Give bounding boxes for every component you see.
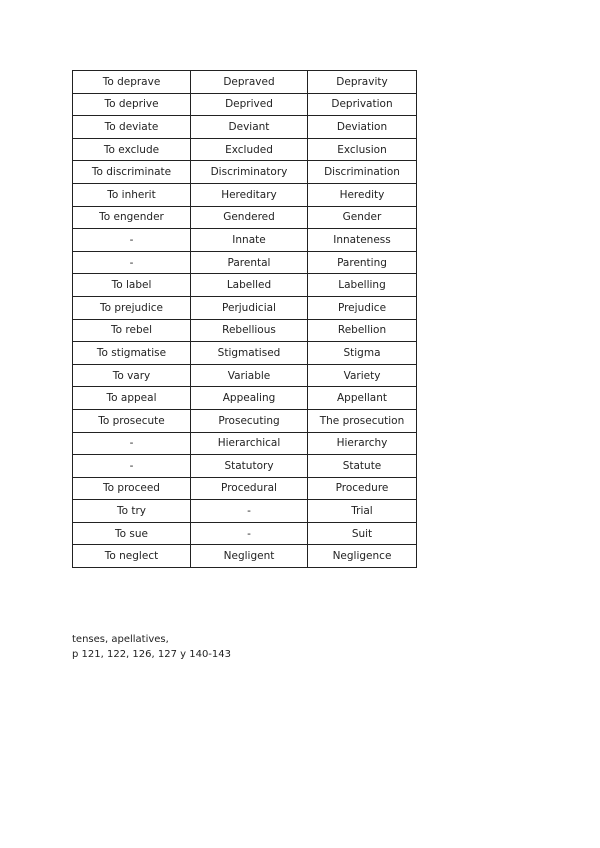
table-row: [73, 296, 417, 319]
verb-cell: To neglect: [73, 545, 191, 568]
verb-cell: To try: [73, 500, 191, 523]
adjective-cell: Appealing: [191, 387, 308, 410]
table-row: [73, 342, 417, 365]
adjective-cell: Depraved: [191, 71, 308, 94]
adjective-cell: Stigmatised: [191, 342, 308, 365]
verb-cell: To prosecute: [73, 409, 191, 432]
adjective-cell: Prosecuting: [191, 409, 308, 432]
adjective-cell: Excluded: [191, 138, 308, 161]
noun-cell: Suit: [308, 522, 417, 545]
adjective-cell: Labelled: [191, 274, 308, 297]
noun-cell: Prejudice: [308, 296, 417, 319]
noun-cell: Stigma: [308, 342, 417, 365]
noun-cell: Deprivation: [308, 93, 417, 116]
table-row: [73, 138, 417, 161]
table-row: [73, 116, 417, 139]
noun-cell: Innateness: [308, 229, 417, 252]
noun-cell: Labelling: [308, 274, 417, 297]
table-row: [73, 545, 417, 568]
adjective-cell: Variable: [191, 364, 308, 387]
table-row: [73, 522, 417, 545]
adjective-cell: Procedural: [191, 477, 308, 500]
verb-cell: To engender: [73, 206, 191, 229]
verb-cell: To appeal: [73, 387, 191, 410]
adjective-cell: Deprived: [191, 93, 308, 116]
word-forms-table: [72, 70, 417, 568]
table-row: [73, 432, 417, 455]
verb-cell: To label: [73, 274, 191, 297]
noun-cell: Variety: [308, 364, 417, 387]
noun-cell: Appellant: [308, 387, 417, 410]
adjective-cell: Deviant: [191, 116, 308, 139]
verb-cell: To inherit: [73, 183, 191, 206]
table-row: [73, 161, 417, 184]
noun-cell: Rebellion: [308, 319, 417, 342]
notes-line-2: p 121, 122, 126, 127 y 140-143: [72, 649, 232, 660]
table-row: [73, 409, 417, 432]
table-row: [73, 229, 417, 252]
adjective-cell: Hierarchical: [191, 432, 308, 455]
verb-cell: To discriminate: [73, 161, 191, 184]
adjective-cell: Innate: [191, 229, 308, 252]
table-row: [73, 500, 417, 523]
table-row: [73, 387, 417, 410]
noun-cell: Depravity: [308, 71, 417, 94]
table-row: [73, 364, 417, 387]
verb-cell: -: [73, 455, 191, 478]
verb-cell: To sue: [73, 522, 191, 545]
adjective-cell: Negligent: [191, 545, 308, 568]
notes: [72, 632, 231, 662]
adjective-cell: Discriminatory: [191, 161, 308, 184]
table-row: [73, 319, 417, 342]
table-row: [73, 183, 417, 206]
noun-cell: Gender: [308, 206, 417, 229]
verb-cell: -: [73, 251, 191, 274]
noun-cell: Heredity: [308, 183, 417, 206]
adjective-cell: Rebellious: [191, 319, 308, 342]
noun-cell: Discrimination: [308, 161, 417, 184]
verb-cell: To deprive: [73, 93, 191, 116]
adjective-cell: Parental: [191, 251, 308, 274]
notes-line-1: tenses, apellatives,: [72, 634, 169, 645]
noun-cell: The prosecution: [308, 409, 417, 432]
adjective-cell: -: [191, 522, 308, 545]
table-row: [73, 274, 417, 297]
verb-cell: -: [73, 432, 191, 455]
word-forms-table-body: [73, 71, 417, 568]
verb-cell: To prejudice: [73, 296, 191, 319]
verb-cell: To proceed: [73, 477, 191, 500]
adjective-cell: Hereditary: [191, 183, 308, 206]
adjective-cell: Statutory: [191, 455, 308, 478]
adjective-cell: -: [191, 500, 308, 523]
noun-cell: Negligence: [308, 545, 417, 568]
noun-cell: Exclusion: [308, 138, 417, 161]
noun-cell: Deviation: [308, 116, 417, 139]
verb-cell: -: [73, 229, 191, 252]
table-row: [73, 477, 417, 500]
adjective-cell: Gendered: [191, 206, 308, 229]
verb-cell: To exclude: [73, 138, 191, 161]
adjective-cell: Perjudicial: [191, 296, 308, 319]
table-row: [73, 251, 417, 274]
table-row: [73, 93, 417, 116]
table-row: [73, 455, 417, 478]
verb-cell: To deprave: [73, 71, 191, 94]
table-row: [73, 71, 417, 94]
verb-cell: To rebel: [73, 319, 191, 342]
verb-cell: To stigmatise: [73, 342, 191, 365]
verb-cell: To deviate: [73, 116, 191, 139]
noun-cell: Parenting: [308, 251, 417, 274]
noun-cell: Hierarchy: [308, 432, 417, 455]
table-row: [73, 206, 417, 229]
noun-cell: Statute: [308, 455, 417, 478]
verb-cell: To vary: [73, 364, 191, 387]
noun-cell: Trial: [308, 500, 417, 523]
noun-cell: Procedure: [308, 477, 417, 500]
